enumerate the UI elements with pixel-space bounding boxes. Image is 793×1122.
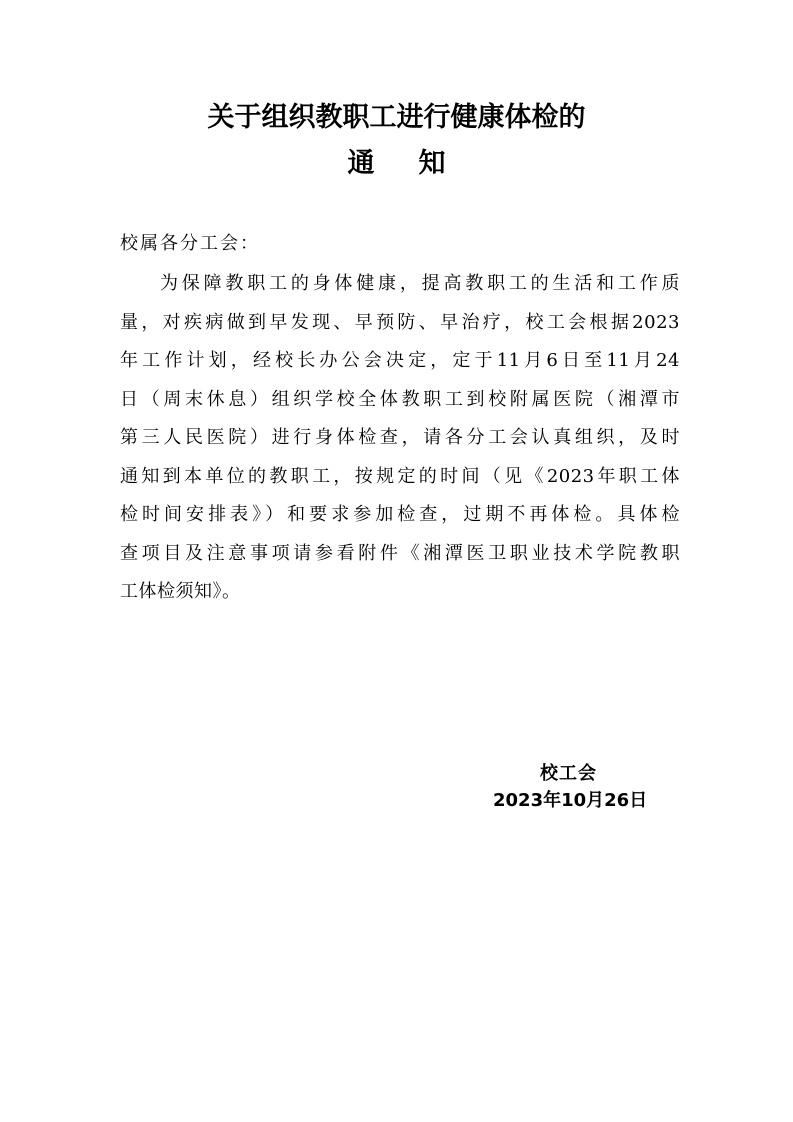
salutation: 校属各分工会： bbox=[120, 233, 260, 254]
body-line: 检时间安排表》）和要求参加检查，过期不再体检。具体检 bbox=[120, 504, 680, 525]
notice-subtitle: 通知 bbox=[347, 148, 490, 179]
body-line: 日（周末休息）组织学校全体教职工到校附属医院（湘潭市 bbox=[120, 388, 680, 410]
body-line: 通知到本单位的教职工，按规定的时间（见《2023年职工体 bbox=[120, 465, 680, 487]
notice-body bbox=[120, 265, 680, 612]
signature-date: 2023年10月26日 bbox=[493, 790, 648, 811]
body-line: 第三人民医院）进行身体检查，请各分工会认真组织，及时 bbox=[120, 427, 680, 448]
notice-title: 关于组织教职工进行健康体检的 bbox=[207, 102, 586, 133]
body-line: 为保障教职工的身体健康，提高教职工的生活和工作质 bbox=[160, 273, 680, 294]
signature-organization: 校工会 bbox=[540, 763, 597, 784]
body-line: 年工作计划，经校长办公会决定，定于11月6日至11月24 bbox=[120, 350, 680, 371]
body-line: 查项目及注意事项请参看附件《湘潭医卫职业技术学院教职 bbox=[120, 542, 680, 564]
body-line: 量，对疾病做到早发现、早预防、早治疗，校工会根据2023 bbox=[120, 311, 680, 333]
body-line: 工体检须知》。 bbox=[120, 581, 241, 602]
